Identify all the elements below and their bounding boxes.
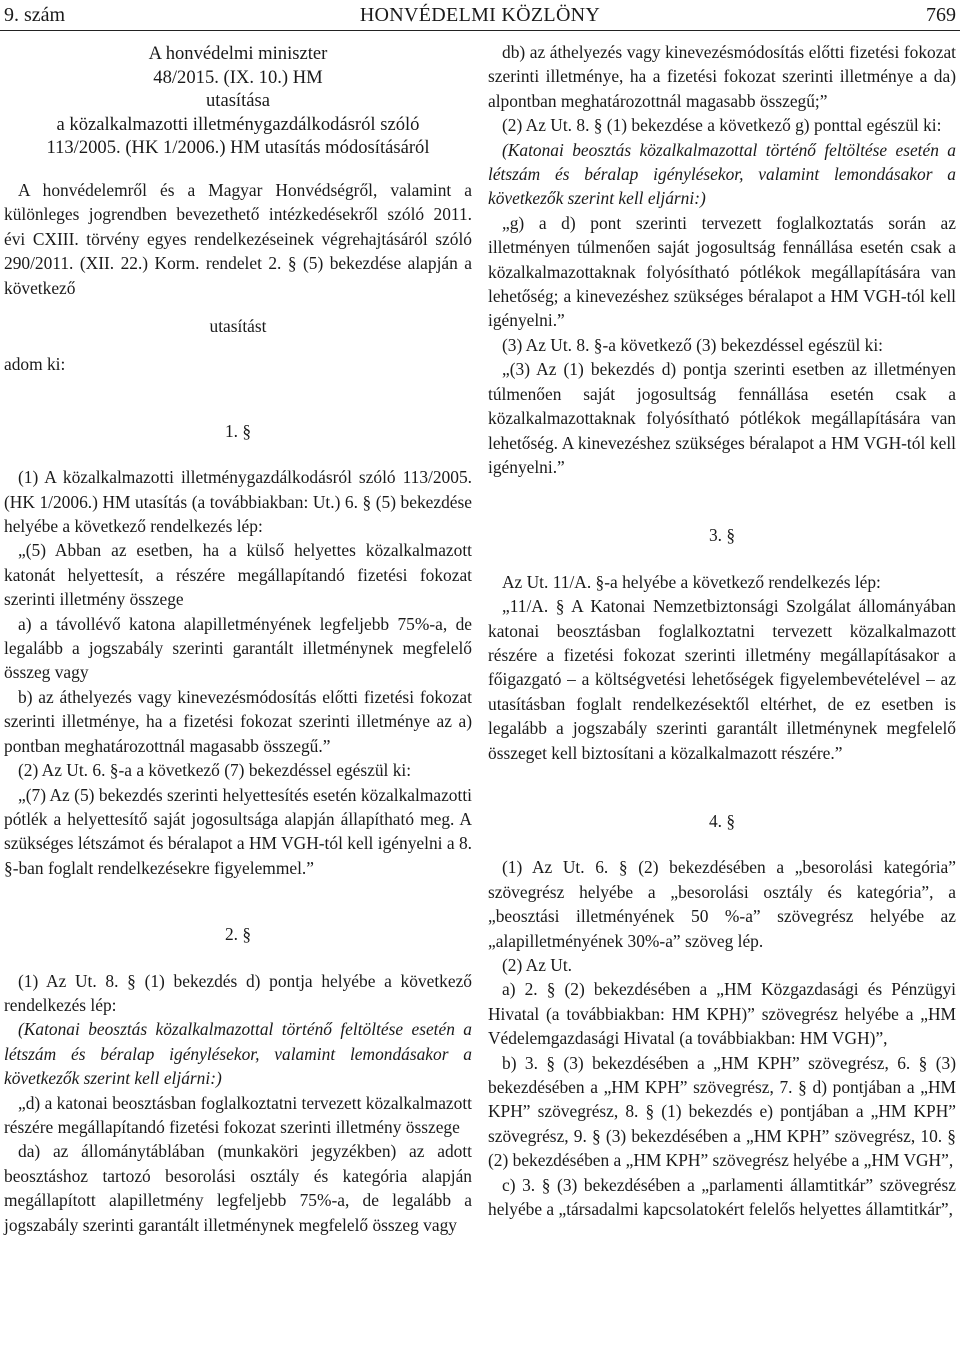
- paragraph: Az Ut. 11/A. §-a helyébe a következő rendelkezés lép:: [502, 571, 881, 592]
- title-line: 113/2005. (HK 1/2006.) HM utasítás módosításáról: [46, 137, 430, 159]
- paragraph: (2) Az Ut. 6. §-a a következő (7) bekezdéssel egészül ki:: [18, 760, 412, 781]
- paragraph: b) 3. § (3) bekezdésében a „HM KPH” szövegrész, 6. § (3) bekezdésében a „HM KPH” szövegrész, 7. § d) pontjában a „HM KPH” szövegrész, 8. § (1) bekezdés e) pontjában a „HM KPH” szövegrész, 9. § (3) bekezdésében a „HM KPH” szövegrész, 10. § (2) bekezdésében a „HM KPH” szövegrész helyébe a „HM VGH”,: [488, 1052, 956, 1171]
- title-line: A honvédelmi miniszter: [148, 43, 328, 64]
- title-line: a közalkalmazotti illetménygazdálkodásról szóló: [56, 113, 420, 135]
- page-number: 769: [926, 4, 956, 26]
- paragraph: „11/A. § A Katonai Nemzetbiztonsági Szolgálat állományában katonai beosztásban foglalkoztatni tervezett közalkalmazott részére a fizetési fokozat szerinti illetmény megállapításakor a főigazgató – a költségvetési lehetőségek figyelembevételével – az utasításban foglalt rendelkezésektől eltérhet, de ez esetben is legalább a jogszabály szerinti garantált illetménynek megfelelő összeget kell biztosítani a közalkalmazott részére.”: [488, 596, 956, 763]
- section-heading: 2. §: [224, 924, 252, 945]
- paragraph: „d) a katonai beosztásban foglalkoztatni tervezett közalkalmazott részére megállapítandó fizetési fokozat szerinti illetmény összege: [4, 1092, 472, 1137]
- adom-ki-label: adom ki:: [4, 354, 66, 375]
- paragraph: (1) Az Ut. 6. § (2) bekezdésében a „besorolási kategória” szövegrész helyébe a „besorolási osztály és kategória”, a „beosztási illetményének 50 %-a” szövegrész helyébe az „alapilletményének 30%-a” szöveg lép.: [488, 857, 956, 951]
- utasitast-label: utasítást: [209, 316, 267, 336]
- page-header: [0, 0, 960, 31]
- left-column: [4, 40, 472, 1237]
- section-heading: 4. §: [708, 810, 736, 831]
- paragraph-italic: (Katonai beosztás közalkalmazottal történő feltöltése esetén a létszám és béralap igénylésekor, valamint lemondásakor a következők szerint kell eljárni:): [488, 139, 956, 209]
- title-line: utasítása: [205, 90, 271, 112]
- paragraph: a) a távollévő katona alapilletményének legfeljebb 75%-a, de legalább a jogszabály szerinti garantált illetménynek megfelelő összeg vagy: [4, 613, 472, 683]
- section-heading: 3. §: [708, 525, 736, 546]
- paragraph: b) az áthelyezés vagy kinevezésmódosítás előtti fizetési fokozat szerinti illetménye, ha a fizetési fokozat szerinti illetménye az a) pontban meghatározottnál magasabb összegű.”: [4, 686, 472, 756]
- paragraph: (1) A közalkalmazotti illetménygazdálkodásról szóló 113/2005. (HK 1/2006.) HM utasítás (a továbbiakban: Ut.) 6. § (5) bekezdése helyébe a következő rendelkezés lép:: [4, 467, 472, 537]
- issue-number: 9. szám: [4, 4, 66, 26]
- paragraph: „(3) Az (1) bekezdés d) pontja szerinti esetben az illetményen túlmenően saját jogosultság fennállása esetén csak a közalkalmazottaknak folyósítható pótlékok megállapítására van lehetőség. A kinevezéshez szükséges béralapot a HM VGH-tól kell igényelni.”: [488, 359, 956, 477]
- paragraph: (1) Az Ut. 8. § (1) bekezdés d) pontja helyébe a következő rendelkezés lép:: [4, 970, 472, 1015]
- document-title: [4, 42, 472, 160]
- paragraph: (2) Az Ut. 8. § (1) bekezdése a következő g) ponttal egészül ki:: [502, 115, 942, 136]
- paragraph: da) az állománytáblában (munkaköri jegyzékben) az adott beosztáshoz tartozó besorolási osztály és kategória alapján megállapított alapilletmény legfeljebb 75%-a, de legalább a jogszabály szerinti garantált illetménynek megfelelő összeg vagy: [4, 1141, 472, 1235]
- paragraph: db) az áthelyezés vagy kinevezésmódosítás előtti fizetési fokozat szerinti illetménye, ha a fizetési fokozat szerinti illetménye a da) alpontban meghatározottnál magasabb összegű;”: [488, 42, 956, 111]
- paragraph: „(5) Abban az esetben, ha a külső helyettes közalkalmazott katonát helyettesít, a részére megállapítandó fizetési fokozat szerinti illetmény összege: [4, 540, 472, 610]
- paragraph: a) 2. § (2) bekezdésében a „HM Közgazdasági és Pénzügyi Hivatal (a továbbiakban: HM KPH)” szövegrész helyébe a „HM Védelemgazdasági Hivatal (a továbbiakban: HM VGH)”,: [488, 979, 956, 1049]
- paragraph: „(7) Az (5) bekezdés szerinti helyettesítés esetén közalkalmazotti pótlék a helyettesítő saját jogosultsága alapján állapítható meg. A szükséges létszámot és béralapot a HM VGH-tól kell igényelni a 8. §-ban foglalt rendelkezésekre figyelemmel.”: [4, 784, 472, 878]
- right-column: [488, 40, 956, 1221]
- journal-title: HONVÉDELMI KÖZLÖNY: [359, 4, 601, 26]
- paragraph: (2) Az Ut.: [502, 955, 573, 975]
- paragraph: (3) Az Ut. 8. §-a következő (3) bekezdéssel egészül ki:: [502, 334, 884, 355]
- paragraph: c) 3. § (3) bekezdésében a „parlamenti államtitkár” szövegrész helyébe a „társadalmi kapcsolatokért felelős helyettes államtitkár”,: [488, 1174, 956, 1220]
- preamble: A honvédelemről és a Magyar Honvédségről, valamint a különleges jogrendben bevezethető intézkedésekről szóló 2011. évi CXIII. törvény egyes rendelkezéseinek végrehajtásáról szóló 290/2011. (XII. 22.) Korm. rendelet 2. § (5) bekezdése alapján a következő: [4, 179, 472, 298]
- paragraph: „g) a d) pont szerinti tervezett foglalkoztatás során az illetményen túlmenően saját jogosultság fennállása esetén csak a közalkalmazottaknak folyósítható pótlékok megállapítására van lehetőség; a kinevezéshez szükséges béralapot a HM VGH-tól kell igényelni.”: [488, 212, 956, 331]
- section-heading: 1. §: [224, 420, 252, 441]
- paragraph-italic: (Katonai beosztás közalkalmazottal történő feltöltése esetén a létszám és béralap igénylésekor, valamint lemondásakor a következők szerint kell eljárni:): [4, 1019, 472, 1089]
- title-line: 48/2015. (IX. 10.) HM: [153, 66, 323, 88]
